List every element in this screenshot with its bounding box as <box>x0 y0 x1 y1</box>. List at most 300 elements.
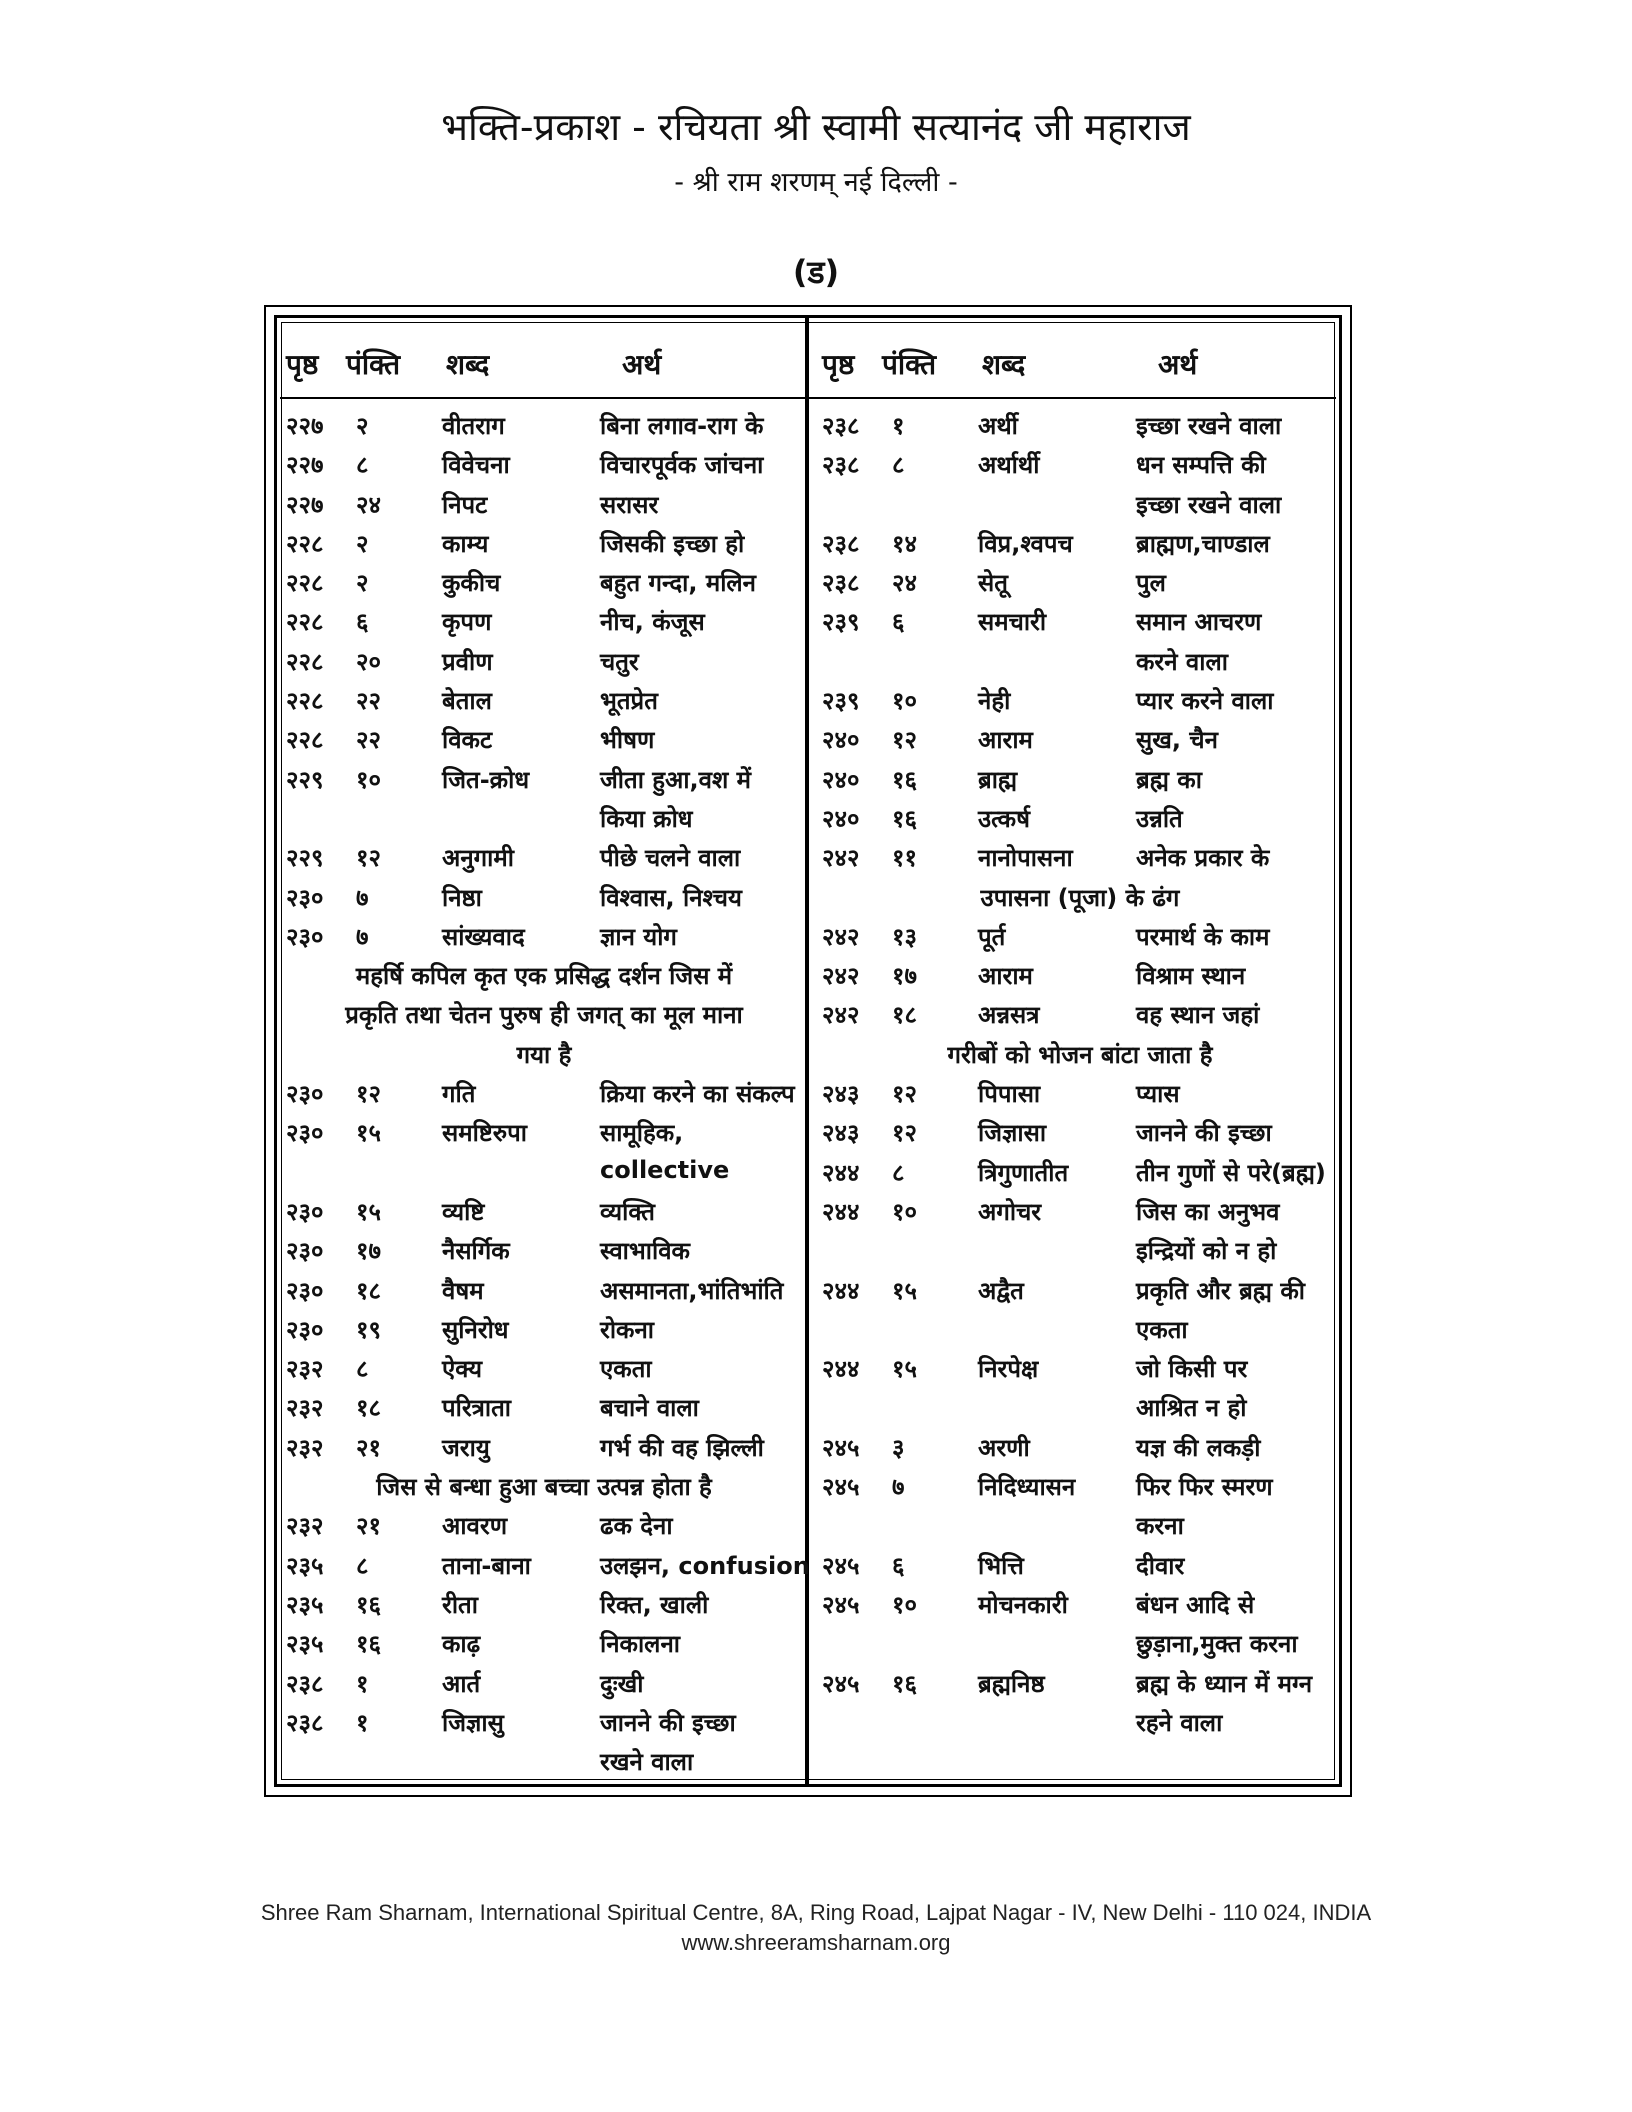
row-line: ८ <box>356 1551 369 1580</box>
table-row <box>278 1309 810 1348</box>
row-meaning: करना <box>1136 1512 1184 1541</box>
row-page: २३८ <box>822 412 860 440</box>
row-page: २४० <box>822 765 860 794</box>
table-row <box>278 601 810 640</box>
row-page: २२८ <box>286 569 324 598</box>
row-line: १५ <box>356 1197 381 1226</box>
row-line: ८ <box>356 451 369 480</box>
table-row <box>814 405 1346 444</box>
header-page: पृष्ठ <box>286 348 319 381</box>
row-word: ब्राह्म <box>978 765 1018 794</box>
row-page: २३० <box>286 1276 324 1305</box>
row-page: २२७ <box>286 451 324 480</box>
row-meaning: किया क्रोध <box>600 804 693 833</box>
row-line: २० <box>356 647 381 676</box>
row-meaning: बिना लगाव-राग के <box>600 412 764 440</box>
row-meaning: विचारपूर्वक जांचना <box>600 451 764 480</box>
table-row <box>814 1427 1346 1466</box>
table-row <box>814 641 1346 680</box>
row-page: २४४ <box>822 1355 860 1384</box>
row-line: १४ <box>892 529 917 558</box>
row-meaning: नीच, कंजूस <box>600 608 705 637</box>
row-page: २४० <box>822 726 860 755</box>
left-column-header <box>278 345 810 385</box>
row-continuation: महर्षि कपिल कृत एक प्रसिद्ध दर्शन जिस में <box>355 962 733 991</box>
table-row <box>278 916 810 955</box>
row-page: २३० <box>286 922 324 951</box>
table-row <box>278 523 810 562</box>
row-meaning: तीन गुणों से परे(ब्रह्म) <box>1136 1158 1326 1187</box>
row-word: आराम <box>978 962 1033 991</box>
row-page: २३२ <box>286 1433 324 1462</box>
row-word: विकट <box>442 726 493 755</box>
row-meaning: फिर फिर स्मरण <box>1136 1473 1273 1502</box>
row-meaning: रहने वाला <box>1136 1708 1223 1737</box>
row-line: १७ <box>356 1237 381 1266</box>
row-page: २३८ <box>822 569 860 598</box>
row-line: ७ <box>892 1473 905 1502</box>
table-row <box>278 1270 810 1309</box>
row-meaning: अनेक प्रकार के <box>1136 844 1270 873</box>
row-line: ८ <box>892 1158 905 1187</box>
left-rows <box>278 405 810 1780</box>
row-line: ६ <box>356 608 369 637</box>
row-line: १२ <box>892 1119 917 1148</box>
footer-address: Shree Ram Sharnam, International Spiritual Centre, 8A, Ring Road, Lajpat Nagar - IV, New Delhi - 110 024, INDIA <box>260 1900 1372 1925</box>
table-row <box>278 1505 810 1544</box>
row-line: २२ <box>356 687 381 716</box>
row-meaning: परमार्थ के काम <box>1136 922 1270 951</box>
table-row <box>814 562 1346 601</box>
row-line: १० <box>356 765 381 794</box>
row-meaning: बचाने वाला <box>600 1394 699 1423</box>
table-row <box>814 1584 1346 1623</box>
row-meaning: करने वाला <box>1136 647 1228 676</box>
row-meaning: सुख, चैन <box>1136 726 1218 755</box>
table-row <box>278 837 810 876</box>
row-page: २३२ <box>286 1512 324 1541</box>
right-column <box>814 307 1346 1795</box>
table-row <box>814 1073 1346 1112</box>
footer-website[interactable]: www.shreeramsharnam.org <box>681 1930 951 1955</box>
row-line: २ <box>356 569 369 598</box>
header-word: शब्द <box>982 348 1026 381</box>
row-meaning: छुड़ाना,मुक्त करना <box>1136 1630 1298 1659</box>
row-meaning: निकालना <box>600 1630 680 1659</box>
table-row <box>814 1663 1346 1702</box>
table-row <box>814 877 1346 916</box>
table-row <box>278 798 810 837</box>
row-word: अन्नसत्र <box>978 1001 1040 1030</box>
row-page: २३५ <box>286 1630 324 1659</box>
row-continuation: उपासना (पूजा) के ढंग <box>980 883 1180 912</box>
row-meaning: सामूहिक, <box>600 1119 684 1148</box>
row-word: पूर्त <box>978 922 1006 951</box>
row-page: २२७ <box>286 412 324 440</box>
section-letter: (ड) <box>792 253 840 291</box>
row-page: २४४ <box>822 1276 860 1305</box>
row-word: सांख्यवाद <box>442 922 525 951</box>
row-word: निष्ठा <box>442 883 482 912</box>
row-meaning: collective <box>600 1155 730 1184</box>
row-meaning: एकता <box>1136 1315 1188 1344</box>
row-meaning: गर्भ की वह झिल्ली <box>600 1433 764 1462</box>
table-row <box>278 1663 810 1702</box>
row-page: २४२ <box>822 922 860 951</box>
row-continuation: गरीबों को भोजन बांटा जाता है <box>947 1040 1213 1069</box>
row-word: परित्राता <box>442 1394 512 1423</box>
row-continuation: गया है <box>516 1040 572 1069</box>
row-page: २४३ <box>822 1080 860 1109</box>
table-row <box>278 759 810 798</box>
row-page: २४४ <box>822 1158 860 1187</box>
row-line: १० <box>892 687 917 716</box>
row-meaning: भीषण <box>600 726 655 755</box>
row-meaning: बंधन आदि से <box>1136 1590 1255 1619</box>
row-page: २४३ <box>822 1119 860 1148</box>
row-line: १६ <box>892 804 917 833</box>
row-line: २१ <box>356 1512 381 1541</box>
row-line: १ <box>356 1708 369 1737</box>
table-row <box>278 1112 810 1151</box>
row-word: व्यष्टि <box>442 1197 485 1226</box>
row-word: अर्थार्थी <box>978 451 1040 480</box>
row-meaning: जो किसी पर <box>1136 1355 1248 1384</box>
row-meaning: ब्राह्मण,चाण्डाल <box>1136 529 1270 558</box>
row-meaning: आश्रित न हो <box>1136 1394 1247 1423</box>
row-meaning: इच्छा रखने वाला <box>1136 490 1282 519</box>
row-meaning: सरासर <box>600 490 659 519</box>
table-row <box>814 1152 1346 1191</box>
row-meaning: विश्राम स्थान <box>1136 962 1246 991</box>
table-row <box>814 759 1346 798</box>
row-meaning: व्यक्ति <box>600 1197 655 1226</box>
row-word: ऐक्य <box>442 1355 483 1384</box>
row-meaning: इच्छा रखने वाला <box>1136 412 1282 440</box>
table-row <box>278 562 810 601</box>
row-page: २३९ <box>822 608 860 637</box>
row-continuation: जिस से बन्धा हुआ बच्चा उत्पन्न होता है <box>376 1473 712 1502</box>
row-word: कुकीच <box>442 569 501 598</box>
table-row <box>278 877 810 916</box>
row-page: २३२ <box>286 1394 324 1423</box>
row-page: २४५ <box>822 1551 860 1580</box>
row-word: नेही <box>978 687 1011 716</box>
row-word: वीतराग <box>442 412 505 440</box>
table-row <box>814 1505 1346 1544</box>
row-meaning: धन सम्पत्ति की <box>1136 451 1266 480</box>
right-rows <box>814 405 1346 1741</box>
row-meaning: रखने वाला <box>600 1748 694 1777</box>
row-line: १ <box>356 1669 369 1698</box>
table-row <box>814 1309 1346 1348</box>
glossary-table <box>264 305 1352 1797</box>
row-page: २३० <box>286 883 324 912</box>
table-row <box>814 1466 1346 1505</box>
row-meaning: क्रिया करने का संकल्प <box>600 1080 795 1109</box>
table-row <box>814 1623 1346 1662</box>
row-meaning: पीछे चलने वाला <box>600 844 741 873</box>
right-column-header <box>814 345 1346 385</box>
row-line: २ <box>356 412 369 440</box>
row-page: २२८ <box>286 529 324 558</box>
row-line: १५ <box>356 1119 381 1148</box>
table-row <box>814 484 1346 523</box>
table-row <box>278 444 810 483</box>
row-line: २२ <box>356 726 381 755</box>
table-row <box>814 1387 1346 1426</box>
row-word: काम्य <box>442 529 489 558</box>
row-page: २४० <box>822 804 860 833</box>
table-row <box>278 484 810 523</box>
row-meaning: वह स्थान जहां <box>1136 1001 1260 1030</box>
table-row <box>814 523 1346 562</box>
row-line: १६ <box>892 765 917 794</box>
table-row <box>814 1702 1346 1741</box>
row-line: ११ <box>892 844 917 873</box>
table-row <box>814 916 1346 955</box>
table-row <box>814 719 1346 758</box>
row-meaning: ब्रह्म का <box>1136 765 1202 794</box>
row-word: नैसर्गिक <box>442 1237 510 1266</box>
table-row <box>814 994 1346 1033</box>
row-page: २४२ <box>822 962 860 991</box>
table-row <box>278 1348 810 1387</box>
row-page: २३२ <box>286 1355 324 1384</box>
row-word: अगोचर <box>978 1197 1042 1226</box>
header-word: शब्द <box>446 348 490 381</box>
row-word: रीता <box>442 1590 478 1619</box>
row-line: १८ <box>356 1394 381 1423</box>
row-line: १२ <box>356 844 381 873</box>
table-row <box>814 1112 1346 1151</box>
page-subtitle: - श्री राम शरणम् नई दिल्ली - <box>674 167 958 198</box>
row-word: नानोपासना <box>978 844 1073 873</box>
table-row <box>278 719 810 758</box>
row-page: २३० <box>286 1315 324 1344</box>
header-meaning: अर्थ <box>1158 348 1198 381</box>
row-word: आराम <box>978 726 1033 755</box>
row-line: १९ <box>356 1315 381 1344</box>
row-page: २४२ <box>822 1001 860 1030</box>
table-row <box>278 405 810 444</box>
row-page: २३९ <box>822 687 860 716</box>
table-row <box>814 1230 1346 1269</box>
row-word: जिज्ञासु <box>442 1708 504 1737</box>
row-word: समचारी <box>978 608 1047 637</box>
row-page: २३० <box>286 1119 324 1148</box>
row-line: १३ <box>892 922 917 951</box>
row-meaning: ढक देना <box>600 1512 673 1541</box>
row-page: २४५ <box>822 1590 860 1619</box>
row-meaning: उन्नति <box>1136 804 1183 833</box>
row-continuation: प्रकृति तथा चेतन पुरुष ही जगत् का मूल माना <box>345 1001 743 1030</box>
row-meaning: स्वाभाविक <box>600 1237 690 1266</box>
row-word: वैषम <box>442 1276 484 1305</box>
row-meaning: रोकना <box>600 1315 654 1344</box>
page-title: भक्ति-प्रकाश - रचियता श्री स्वामी सत्यानंद जी महाराज <box>441 105 1191 149</box>
row-line: १८ <box>892 1001 917 1030</box>
table-row <box>278 1584 810 1623</box>
row-line: १२ <box>892 1080 917 1109</box>
row-word: विप्र,श्वपच <box>978 529 1073 558</box>
row-line: १० <box>892 1197 917 1226</box>
row-meaning: दुःखी <box>600 1669 644 1698</box>
row-line: २४ <box>892 569 917 598</box>
row-page: २२८ <box>286 726 324 755</box>
row-page: २२८ <box>286 608 324 637</box>
row-line: १५ <box>892 1276 917 1305</box>
table-row <box>278 955 810 994</box>
row-word: उत्कर्ष <box>978 804 1030 833</box>
row-meaning: पुल <box>1136 569 1166 598</box>
row-meaning: समान आचरण <box>1136 608 1262 637</box>
row-page: २२९ <box>286 844 324 873</box>
row-word: प्रवीण <box>442 647 493 676</box>
table-row <box>814 955 1346 994</box>
row-line: ७ <box>356 883 369 912</box>
table-row <box>814 1545 1346 1584</box>
row-word: ताना-बाना <box>442 1551 531 1580</box>
row-meaning: एकता <box>600 1355 652 1384</box>
table-row <box>814 1348 1346 1387</box>
row-line: १२ <box>356 1080 381 1109</box>
row-word: आर्त <box>442 1669 481 1698</box>
row-word: जरायु <box>442 1433 490 1462</box>
row-meaning: इन्द्रियों को न हो <box>1136 1237 1277 1266</box>
row-word: आवरण <box>442 1512 508 1541</box>
table-row <box>814 1034 1346 1073</box>
table-row <box>278 1702 810 1741</box>
row-page: २२७ <box>286 490 324 519</box>
table-row <box>278 1427 810 1466</box>
row-word: काढ़ <box>442 1630 481 1659</box>
row-line: १६ <box>892 1669 917 1698</box>
row-meaning: असमानता,भांतिभांति <box>600 1276 784 1305</box>
row-meaning: ज्ञान योग <box>600 922 677 951</box>
row-page: २३० <box>286 1080 324 1109</box>
row-word: जित-क्रोध <box>442 765 530 794</box>
row-line: २४ <box>356 490 381 519</box>
row-word: सेतू <box>978 569 1008 598</box>
header-line: पंक्ति <box>882 348 937 381</box>
table-row <box>814 798 1346 837</box>
table-row <box>278 1466 810 1505</box>
table-row <box>278 1230 810 1269</box>
row-page: २४५ <box>822 1669 860 1698</box>
row-line: १० <box>892 1590 917 1619</box>
table-row <box>278 1034 810 1073</box>
row-meaning: दीवार <box>1136 1551 1185 1580</box>
table-row <box>278 641 810 680</box>
row-word: अद्वैत <box>978 1276 1024 1305</box>
table-row <box>814 680 1346 719</box>
header-line: पंक्ति <box>346 348 401 381</box>
row-meaning: रिक्त, खाली <box>600 1590 709 1619</box>
row-line: २ <box>356 529 369 558</box>
table-row <box>278 994 810 1033</box>
table-row <box>278 1741 810 1780</box>
table-row <box>278 1387 810 1426</box>
row-word: निदिध्यासन <box>978 1473 1076 1502</box>
table-row <box>278 680 810 719</box>
row-page: २३५ <box>286 1551 324 1580</box>
row-meaning: प्रकृति और ब्रह्म की <box>1136 1276 1305 1305</box>
table-row <box>814 837 1346 876</box>
row-meaning: चतुर <box>600 647 639 676</box>
row-word: ब्रह्मनिष्ठ <box>978 1669 1045 1698</box>
row-line: १७ <box>892 962 917 991</box>
row-page: २२८ <box>286 687 324 716</box>
row-page: २४४ <box>822 1197 860 1226</box>
row-page: २४२ <box>822 844 860 873</box>
row-line: १५ <box>892 1355 917 1384</box>
table-row <box>814 1270 1346 1309</box>
row-line: १८ <box>356 1276 381 1305</box>
table-row <box>278 1152 810 1191</box>
row-line: १६ <box>356 1630 381 1659</box>
table-row <box>278 1191 810 1230</box>
row-word: अरणी <box>978 1433 1030 1462</box>
left-column <box>278 307 810 1795</box>
row-word: गति <box>442 1080 476 1109</box>
row-page: २३८ <box>286 1669 324 1698</box>
row-meaning: प्यास <box>1136 1080 1180 1109</box>
row-page: २४५ <box>822 1433 860 1462</box>
row-line: २१ <box>356 1433 381 1462</box>
row-page: २३० <box>286 1237 324 1266</box>
table-row <box>814 1191 1346 1230</box>
row-word: अनुगामी <box>442 844 514 873</box>
header-meaning: अर्थ <box>622 348 662 381</box>
row-meaning: जिसकी इच्छा हो <box>600 529 745 558</box>
row-meaning: भूतप्रेत <box>600 687 658 716</box>
row-word: मोचनकारी <box>978 1590 1068 1619</box>
row-line: १६ <box>356 1590 381 1619</box>
row-line: ६ <box>892 1551 905 1580</box>
row-word: विवेचना <box>442 451 510 480</box>
table-row <box>278 1623 810 1662</box>
row-word: निपट <box>442 490 488 519</box>
row-meaning: यज्ञ की लकड़ी <box>1136 1433 1261 1462</box>
row-word: समष्टिरुपा <box>442 1119 528 1148</box>
row-line: १ <box>892 412 905 440</box>
row-meaning: विश्वास, निश्चय <box>600 883 742 912</box>
row-page: २२९ <box>286 765 324 794</box>
table-row <box>278 1545 810 1584</box>
row-word: त्रिगुणातीत <box>978 1158 1069 1187</box>
row-meaning: जिस का अनुभव <box>1136 1197 1280 1226</box>
row-meaning: उलझन, confusion <box>600 1551 810 1580</box>
row-word: सुनिरोध <box>442 1315 509 1344</box>
row-word: पिपासा <box>978 1080 1041 1109</box>
header-page: पृष्ठ <box>822 348 855 381</box>
row-word: भित्ति <box>978 1551 1024 1580</box>
row-page: २३८ <box>286 1708 324 1737</box>
row-word: बेताल <box>442 687 492 716</box>
row-line: ८ <box>892 451 905 480</box>
row-line: ६ <box>892 608 905 637</box>
row-line: ७ <box>356 922 369 951</box>
row-line: ३ <box>892 1433 905 1462</box>
row-word: कृपण <box>442 608 492 637</box>
row-meaning: ब्रह्म के ध्यान में मग्न <box>1136 1669 1313 1698</box>
row-meaning: प्यार करने वाला <box>1136 687 1274 716</box>
row-line: ८ <box>356 1355 369 1384</box>
table-row <box>814 444 1346 483</box>
row-page: २२८ <box>286 647 324 676</box>
table-row <box>278 1073 810 1112</box>
